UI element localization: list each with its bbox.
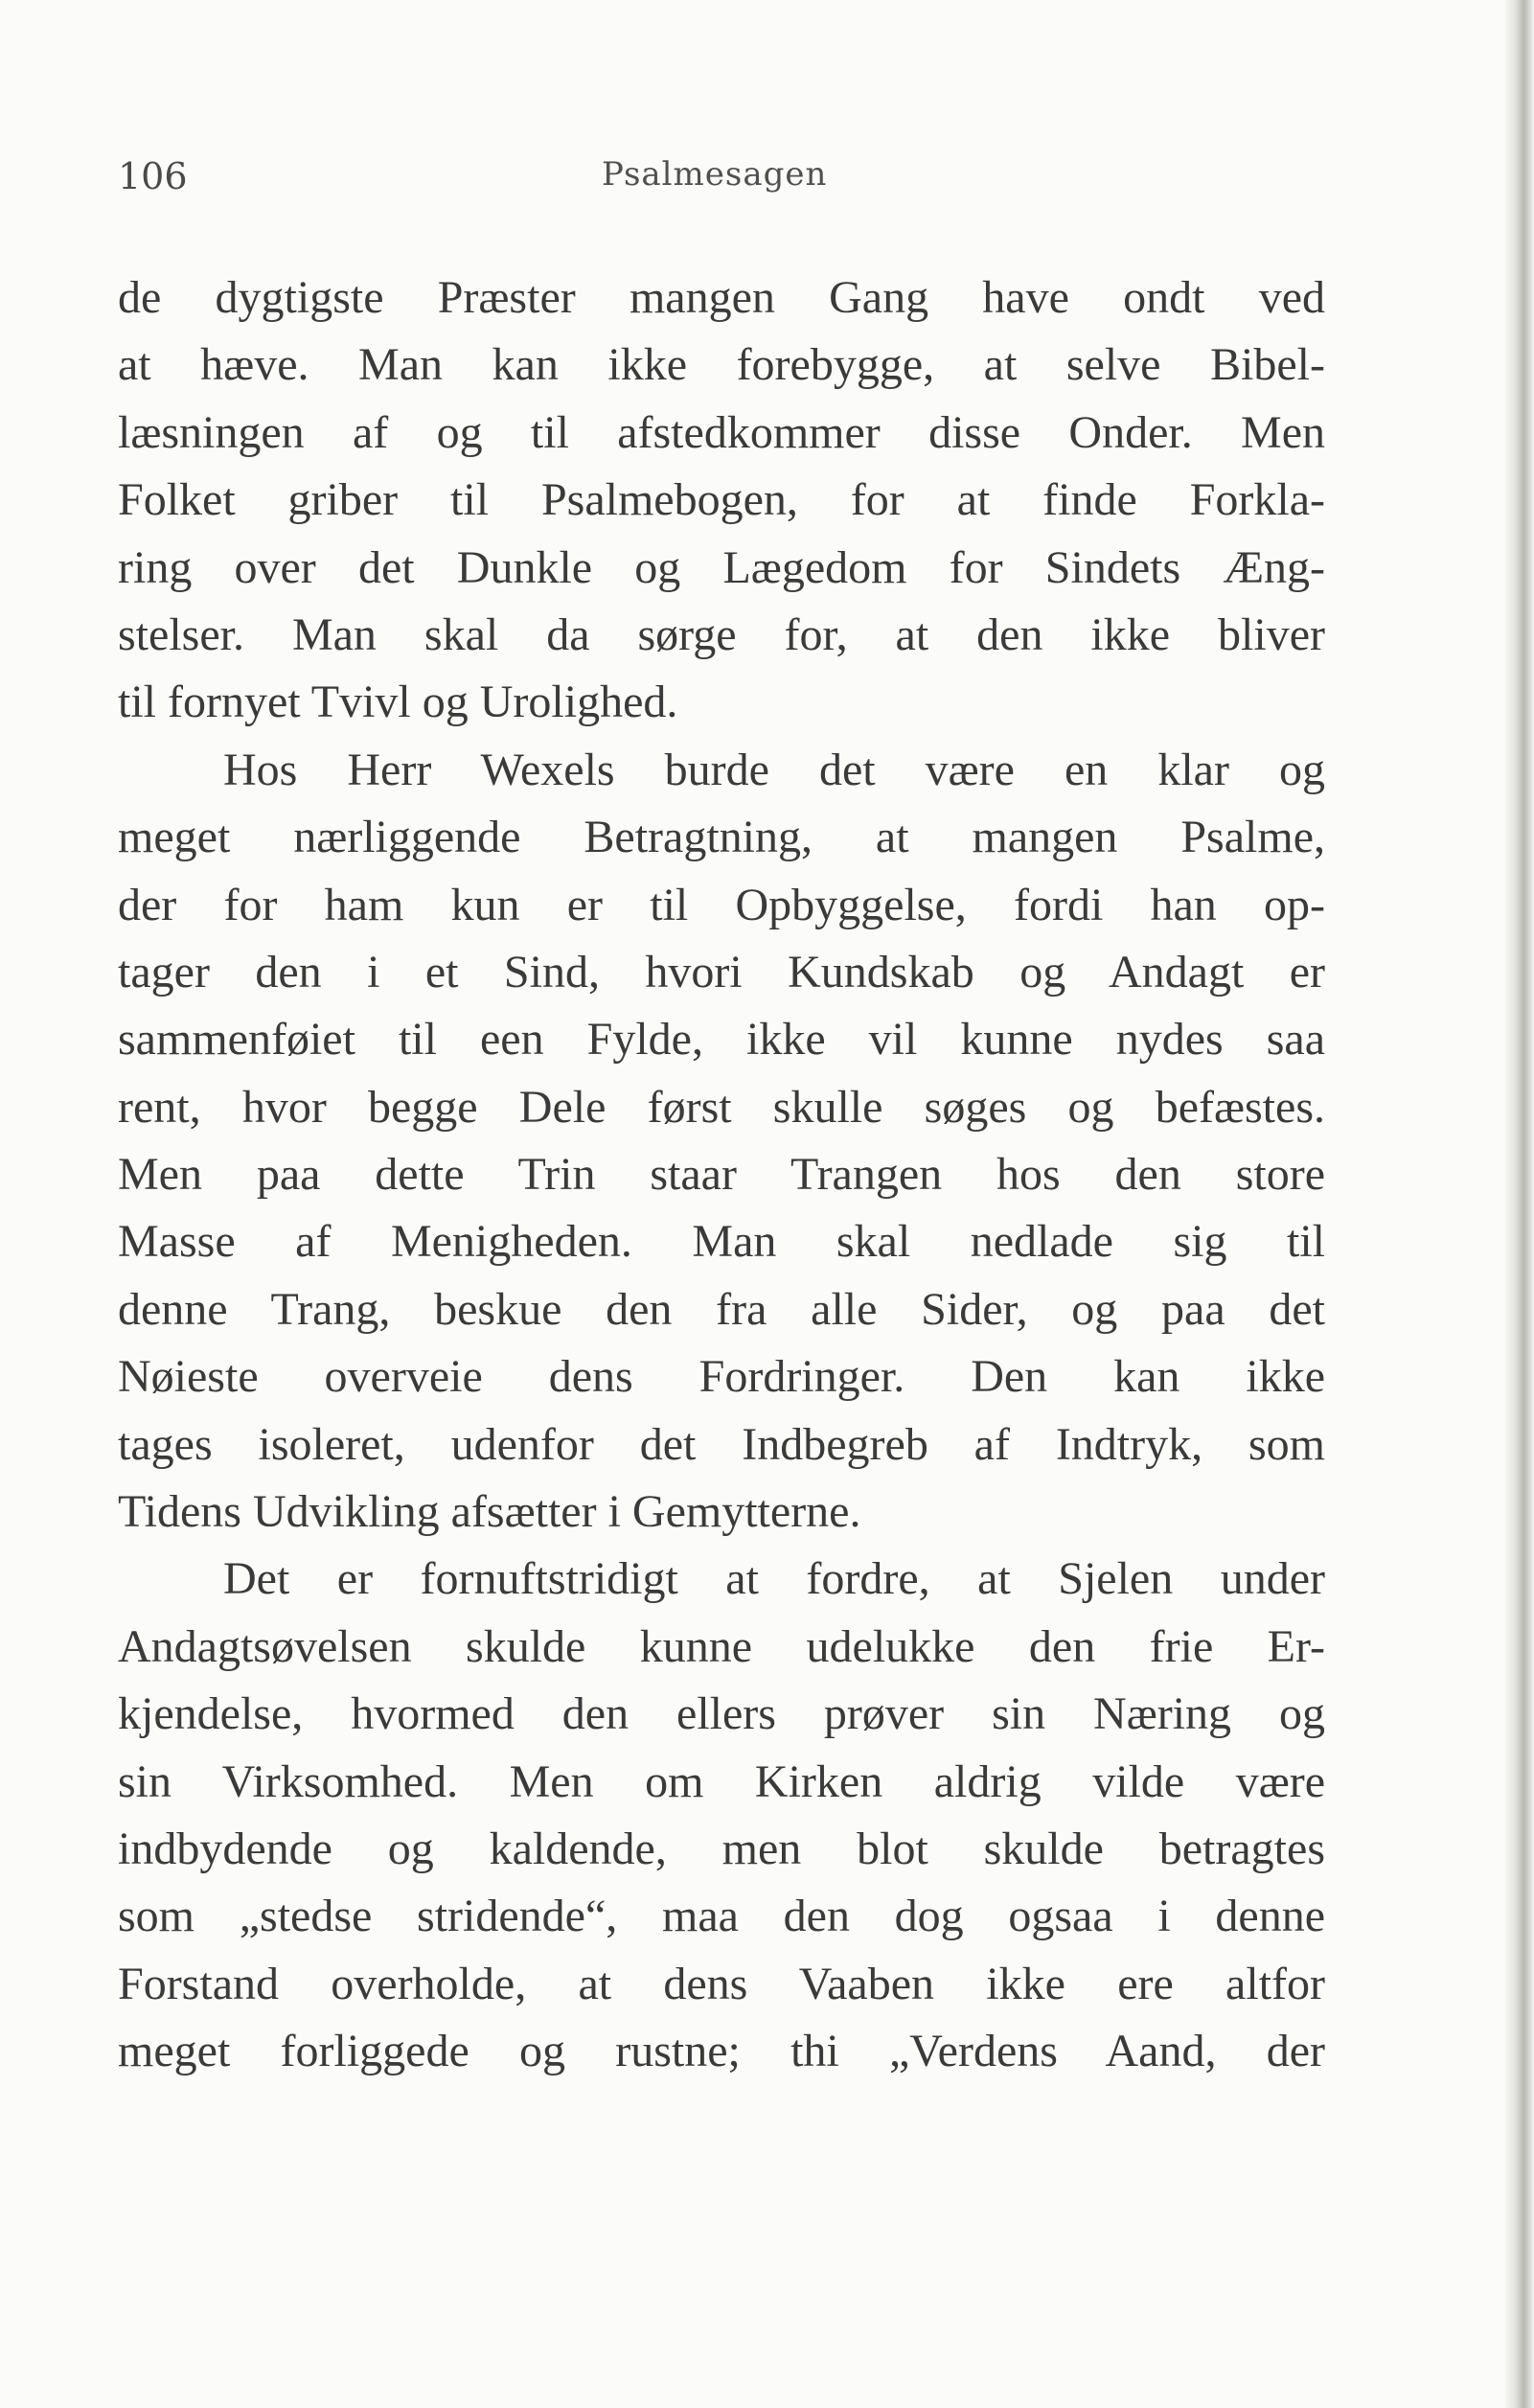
text-line: de dygtigste Præster mangen Gang have ondt ved xyxy=(118,272,1325,323)
page-edge-shadow xyxy=(1505,0,1534,2408)
text-line: som „stedse stridende“, maa den dog ogsaa i denne xyxy=(118,1891,1325,1942)
body-text xyxy=(118,264,1325,2086)
text-line: til fornyet Tvivl og Urolighed. xyxy=(118,677,678,728)
text-line: Tidens Udvikling afsætter i Gemytterne. xyxy=(118,1486,861,1538)
text-line: Andagtsøvelsen skulde kunne udelukke den frie Er- xyxy=(118,1620,1325,1672)
text-line: Nøieste overveie dens Fordringer. Den kan ikke xyxy=(118,1351,1325,1403)
text-line: rent, hvor begge Dele først skulle søges og befæstes. xyxy=(118,1081,1325,1133)
text-line: sin Virksomhed. Men om Kirken aldrig vilde være xyxy=(118,1755,1325,1807)
text-line: læsningen af og til afstedkommer disse Onder. Men xyxy=(118,406,1325,458)
text-line: Folket griber til Psalmebogen, for at finde Forkla- xyxy=(118,474,1325,526)
text-line: indbydende og kaldende, men blot skulde betragtes xyxy=(118,1823,1325,1874)
text-line: Hos Herr Wexels burde det være en klar og xyxy=(223,744,1325,795)
text-line: Masse af Menigheden. Man skal nedlade sig til xyxy=(118,1216,1325,1268)
text-line: Det er fornuftstridigt at fordre, at Sjelen under xyxy=(223,1553,1325,1605)
text-line: kjendelse, hvormed den ellers prøver sin Næring og xyxy=(118,1688,1325,1740)
text-line: denne Trang, beskue den fra alle Sider, og paa det xyxy=(118,1283,1325,1335)
text-line: ring over det Dunkle og Lægedom for Sindets Æng- xyxy=(118,541,1325,593)
text-line: Forstand overholde, at dens Vaaben ikke ere altfor xyxy=(118,1958,1325,2009)
text-line: at hæve. Man kan ikke forebygge, at selve Bibel- xyxy=(118,339,1325,391)
text-line: meget forliggede og rustne; thi „Verdens Aand, der xyxy=(118,2026,1325,2077)
page-number: 106 xyxy=(118,155,188,197)
text-line: sammenføiet til een Fylde, ikke vil kunne nydes saa xyxy=(118,1014,1325,1066)
text-line: meget nærliggende Betragtning, at mangen Psalme, xyxy=(118,812,1325,863)
text-line: der for ham kun er til Opbyggelse, fordi han op- xyxy=(118,879,1325,930)
text-line: Men paa dette Trin staar Trangen hos den store xyxy=(118,1149,1325,1201)
text-line: tager den i et Sind, hvori Kundskab og Andagt er xyxy=(118,946,1325,998)
running-head: Psalmesagen xyxy=(602,155,828,194)
text-line: stelser. Man skal da sørge for, at den ikke bliver xyxy=(118,608,1325,660)
text-line: tages isoleret, udenfor det Indbegreb af Indtryk, som xyxy=(118,1418,1325,1470)
